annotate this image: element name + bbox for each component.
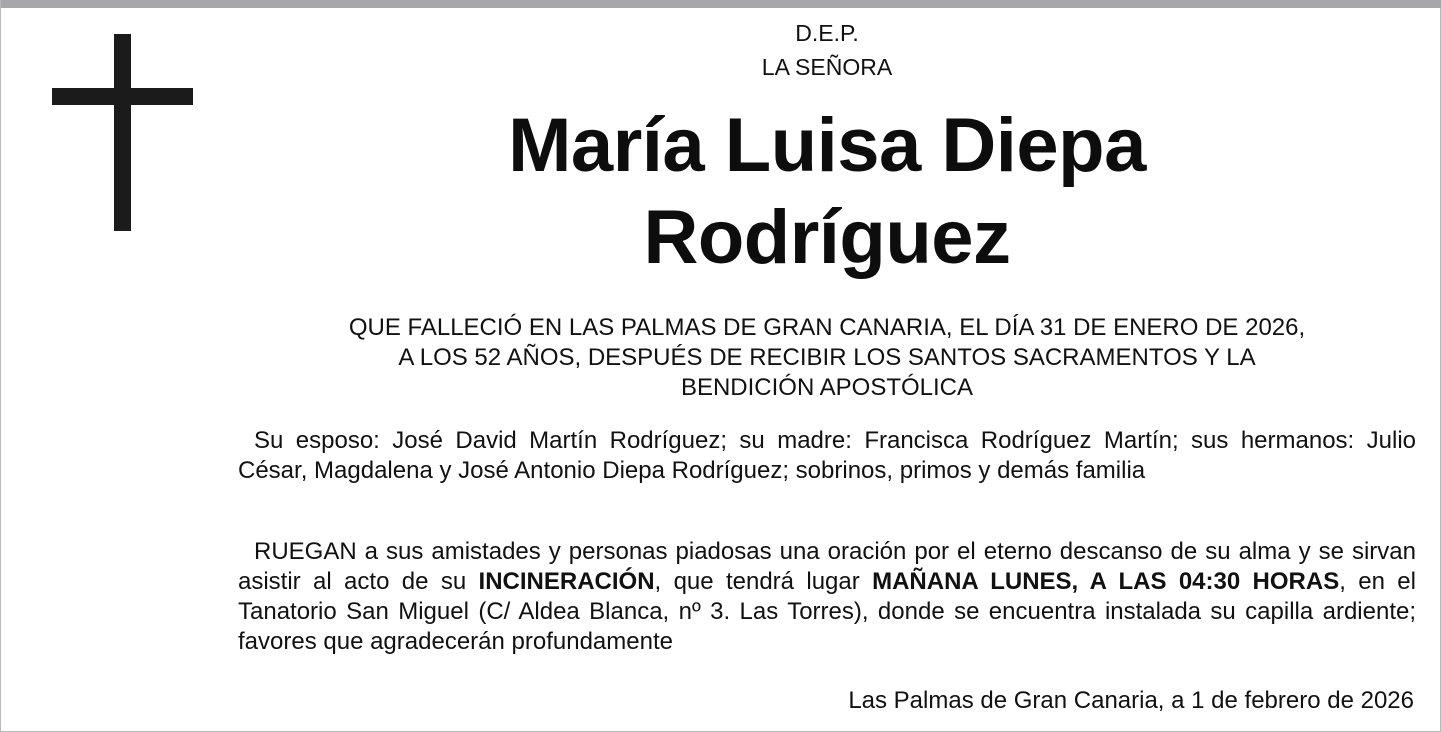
request-text-part2: , que tendrá lugar — [654, 568, 873, 595]
ceremony-time: MAÑANA LUNES, A LAS 04:30 HORAS — [872, 568, 1340, 595]
request-text-part1: RUEGAN a sus amistades y personas piadosas una oración por el eterno descanso de su alma y se sirvan asistir al acto de su — [238, 538, 1416, 595]
death-notice-line2: A LOS 52 AÑOS, DESPUÉS DE RECIBIR LOS SANTOS SACRAMENTOS Y LA — [398, 344, 1256, 371]
deceased-name — [237, 100, 1417, 284]
deceased-name-line1: María Luisa Diepa — [508, 103, 1146, 188]
death-notice-line1: QUE FALLECIÓ EN LAS PALMAS DE GRAN CANARIA, EL DÍA 31 DE ENERO DE 2026, — [348, 314, 1306, 341]
family-paragraph: Su esposo: José David Martín Rodríguez; su madre: Francisca Rodríguez Martín; sus hermanos: Julio César, Magdalena y José Antonio Diepa Rodríguez; sobrinos, primos y demás familia — [238, 427, 1416, 484]
top-border-bar — [1, 0, 1441, 8]
honorific: LA SEÑORA — [761, 54, 893, 80]
cross-horizontal-beam — [52, 88, 193, 105]
request-text-part3: , en el Tanatorio San Miguel (C/ Aldea Blanca, nº 3. Las Torres), donde se encuentra instalada su capilla ardiente; favores que agradecerán profundamente — [238, 568, 1416, 655]
cross-vertical-beam — [114, 34, 131, 231]
deceased-name-line2: Rodríguez — [643, 195, 1011, 280]
death-notice — [237, 313, 1417, 403]
ceremony-type: INCINERACIÓN — [478, 568, 655, 595]
dep-heading: D.E.P. — [795, 20, 859, 46]
place-and-date: Las Palmas de Gran Canaria, a 1 de febrero de 2026 — [848, 687, 1414, 714]
request-paragraph — [238, 537, 1416, 657]
death-notice-line3: BENDICIÓN APOSTÓLICA — [680, 374, 974, 401]
